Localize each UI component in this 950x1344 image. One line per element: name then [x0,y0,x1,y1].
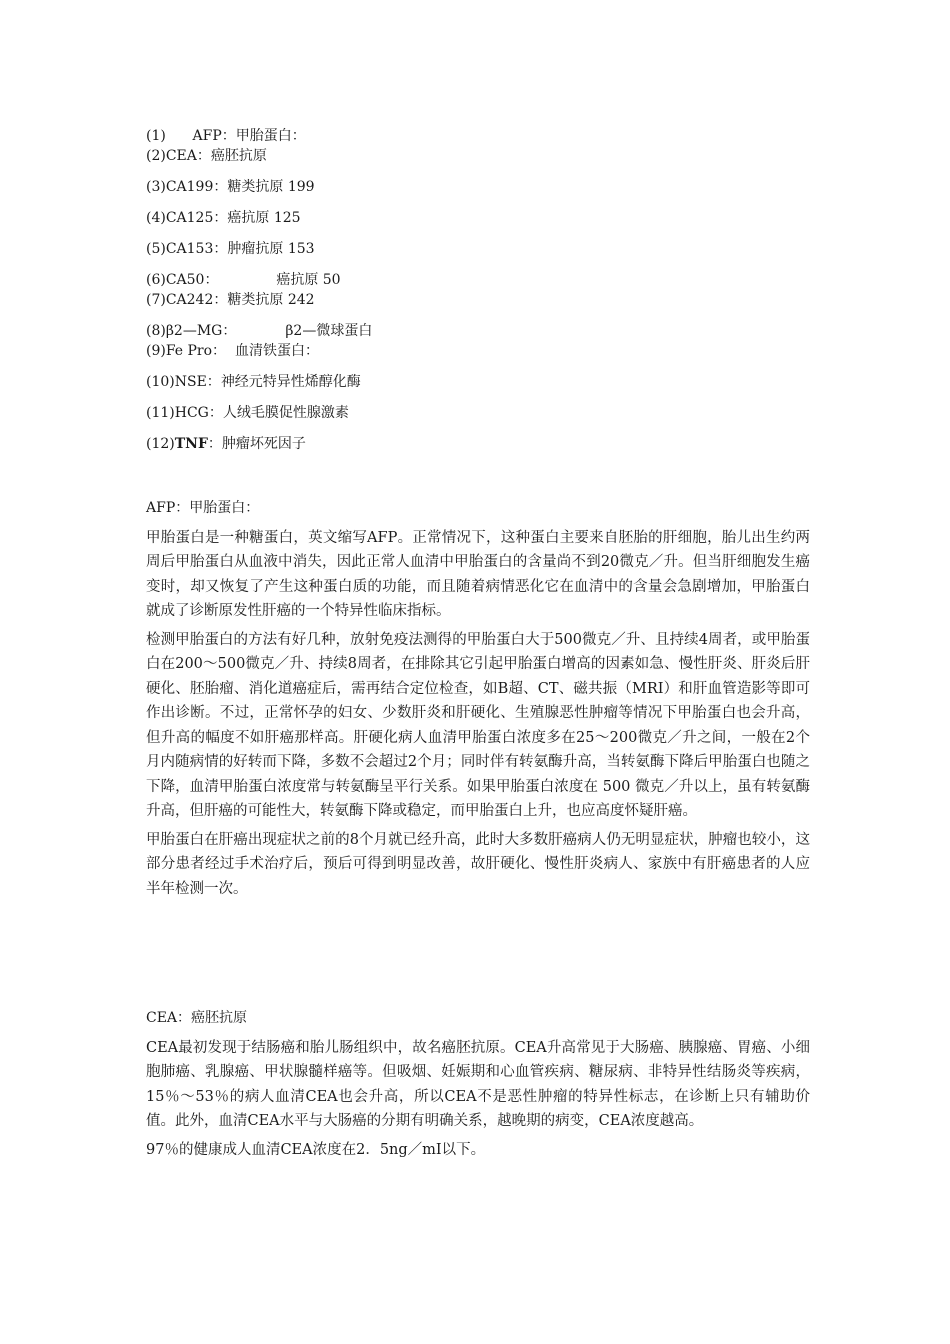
list-item: (8)β2—MG： β2—微球蛋白 [146,323,373,339]
paragraph: 检测甲胎蛋白的方法有好几种，放射免疫法测得的甲胎蛋白大于500微克／升、且持续4周者，或甲胎蛋白在200～500微克／升、持续8周者，在排除其它引起甲胎蛋白增高的因素如急、慢性肝炎、肝炎后肝硬化、胚胎瘤、消化道癌症后，需再结合定位检查，如B超、CT、磁共振（MRI）和肝血管造影等即可作出诊断。不过，正常怀孕的妇女、少数肝炎和肝硬化、生殖腺恶性肿瘤等情况下甲胎蛋白也会升高，但升高的幅度不如肝癌那样高。肝硬化病人血清甲胎蛋白浓度多在25～200微克／升之间，一般在2个月内随病情的好转而下降，多数不会超过2个月；同时伴有转氨酶升高，当转氨酶下降后甲胎蛋白也随之下降，血清甲胎蛋白浓度常与转氨酶呈平行关系。如果甲胎蛋白浓度在 500 微克／升以上，虽有转氨酶升高，但肝癌的可能性大，转氨酶下降或稳定，而甲胎蛋白上升，也应高度怀疑肝癌。 [146,631,810,819]
paragraph: 甲胎蛋白在肝癌出现症状之前的8个月就已经升高，此时大多数肝癌病人仍无明显症状，肿瘤也较小，这部分患者经过手术治疗后，预后可得到明显改善，故肝硬化、慢性肝炎病人、家族中有肝癌患者的人应半年检测一次。 [146,831,810,897]
list-item: (4)CA125：癌抗原 125 [146,210,301,226]
list-item: (3)CA199：糖类抗原 199 [146,179,315,195]
cea-section [146,1006,810,1166]
paragraph: 甲胎蛋白是一种糖蛋白，英文缩写AFP。正常情况下，这种蛋白主要来自胚胎的肝细胞，胎儿出生约两周后甲胎蛋白从血液中消失，因此正常人血清中甲胎蛋白的含量尚不到20微克／升。但当肝细胞发生癌变时，却又恢复了产生这种蛋白质的功能，而且随着病情恶化它在血清中的含量会急剧增加，甲胎蛋白就成了诊断原发性肝癌的一个特异性临床指标。 [146,529,810,619]
paragraph: 97％的健康成人血清CEA浓度在2．5ng／mI以下。 [146,1141,486,1158]
afp-section [146,496,810,905]
list-item: (2)CEA：癌胚抗原 [146,148,267,164]
section-heading: AFP：甲胎蛋白： [146,500,260,516]
paragraph: CEA最初发现于结肠癌和胎儿肠组织中，故名癌胚抗原。CEA升高常见于大肠癌、胰腺癌、胃癌、小细胞肺癌、乳腺癌、甲状腺髓样癌等。但吸烟、妊娠期和心血管疾病、糖尿病、非特异性结肠炎等疾病，15％～53％的病人血清CEA也会升高，所以CEA不是恶性肿瘤的特异性标志，在诊断上只有辅助价值。此外，血清CEA水平与大肠癌的分期有明确关系，越晚期的病变，CEA浓度越高。 [146,1039,810,1129]
list-item: (5)CA153：肿瘤抗原 153 [146,241,315,257]
list-item: (9)Fe Pro： 血清铁蛋白： [146,343,319,359]
list-item: (11)HCG：人绒毛膜促性腺激素 [146,405,349,421]
list-item: (12)TNF：肿瘤坏死因子 [146,436,306,452]
list-item: (1) AFP：甲胎蛋白： [146,128,306,144]
list-item: (6)CA50： 癌抗原 50 [146,272,341,288]
list-item: (7)CA242：糖类抗原 242 [146,292,315,308]
section-heading: CEA：癌胚抗原 [146,1010,248,1026]
list-item: (10)NSE：神经元特异性烯醇化酶 [146,374,361,390]
tumor-marker-list [146,126,826,454]
